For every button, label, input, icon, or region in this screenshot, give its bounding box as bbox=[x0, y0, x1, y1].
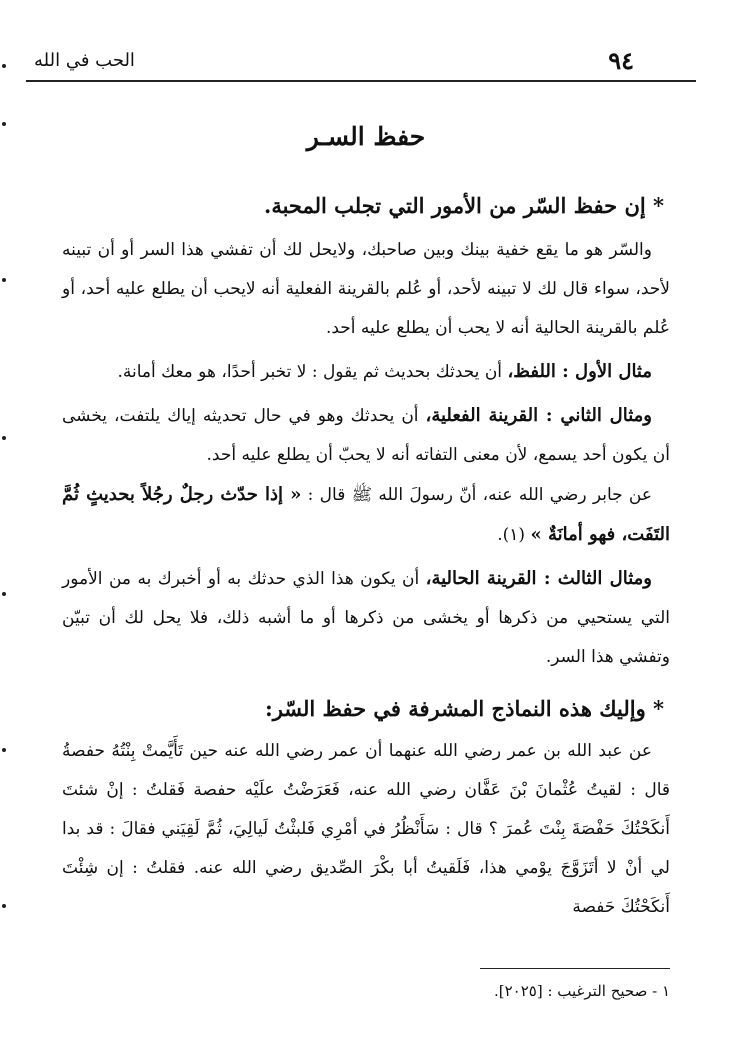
hadith-intro: عن جابر رضي الله عنه، أنّ رسولَ الله ﷺ قال : bbox=[301, 485, 652, 505]
main-text bbox=[62, 186, 670, 927]
example-1-text: أن يحدثك بحديث ثم يقول : لا تخبر أحدًا، هو معك أمانة. bbox=[117, 362, 508, 382]
margin-dot bbox=[2, 278, 6, 282]
footnote: ١ - صحيح الترغيب : [٢٠٢٥]. bbox=[493, 982, 670, 1000]
section-heading-2: * وإليك هذه النماذج المشرفة في حفظ السّر: bbox=[264, 696, 664, 721]
hadith-reference: (١). bbox=[497, 525, 531, 545]
example-2-text: أن يحدثك وهو في حال تحديثه إياك يلتفت، يخشى أن يكون أحد يسمع، لأن معنى التفاته أنه لا يحبّ أن يطلع عليه أحد. bbox=[62, 406, 670, 465]
margin-dot bbox=[2, 64, 6, 68]
margin-dot bbox=[2, 436, 6, 440]
example-2-label: ومثال الثاني : القرينة الفعلية، bbox=[425, 405, 652, 426]
example-2-paragraph bbox=[62, 396, 670, 475]
chapter-title: حفظ السـر bbox=[306, 122, 426, 151]
page-header bbox=[26, 40, 696, 80]
margin-dot bbox=[2, 592, 6, 596]
running-title: الحب في الله bbox=[34, 50, 135, 71]
margin-dot bbox=[2, 748, 6, 752]
section-heading: * إن حفظ السّر من الأمور التي تجلب المحبة. bbox=[264, 193, 664, 218]
page-number: ٩٤ bbox=[608, 46, 634, 75]
hadith-quote: « إذا حدّث رجلٌ رجُلاً بحديثٍ ثُمَّ التَفَت، فهو أمانَةٌ » bbox=[62, 484, 670, 545]
story-paragraph: عن عبد الله بن عمر رضي الله عنهما أن عمر رضي الله عنه حين تَأَيَّمتْ بِنْتُهُ حفصةُ قال : لقيتُ عُثْمانَ بْنَ عَفَّان رضي الله عنه، فَعَرَضْتُ علَيْه حفصة فَقلتُ : إنْ شئتَ أَنكَحْتُكَ حَفْصَةَ بِنْتَ عُمرَ ؟ قال : سَأَنْظُرُ في أمْرِي فَلبثْتُ لَيالِيَ، ثُمَّ لَقِيَني فقالَ : قد بدا لي أنْ لا أتَزَوَّجَ يوْمي هذا، فَلَقيتُ أبا بكْرَ الصِّديق رضي الله عنه. فقلتُ : إن شِئْتَ أَنكَحْتُكَ حَفصة bbox=[62, 741, 670, 917]
example-3-paragraph bbox=[62, 559, 670, 677]
example-1-label: مثال الأول : اللفظ، bbox=[507, 361, 652, 382]
header-rule bbox=[26, 80, 696, 82]
example-1-paragraph bbox=[62, 352, 670, 392]
footnote-rule bbox=[480, 968, 670, 969]
hadith-paragraph bbox=[62, 475, 670, 555]
example-3-label: ومثال الثالث : القرينة الحالية، bbox=[425, 568, 652, 589]
intro-paragraph: والسّر هو ما يقع خفية بينك وبين صاحبك، ولايحل لك أن تفشي هذا السر أو أن تبينه لأحد، سواء قال لك لا تبينه لأحد، أو عُلم بالقرينة الفعلية أنه لايحب أن يطلع عليه أحد، أو عُلم بالقرينة الحالية أنه لا يحب أن يطلع عليه أحد. bbox=[62, 240, 670, 338]
example-3-text: أن يكون هذا الذي حدثك به أو أخبرك به من الأمور التي يستحيي من ذكرها أو يخشى من ذكرها أو ما أشبه ذلك، فلا يحل لك أن تبيّن وتفشي هذا السر. bbox=[62, 569, 670, 667]
margin-dot bbox=[2, 904, 6, 908]
